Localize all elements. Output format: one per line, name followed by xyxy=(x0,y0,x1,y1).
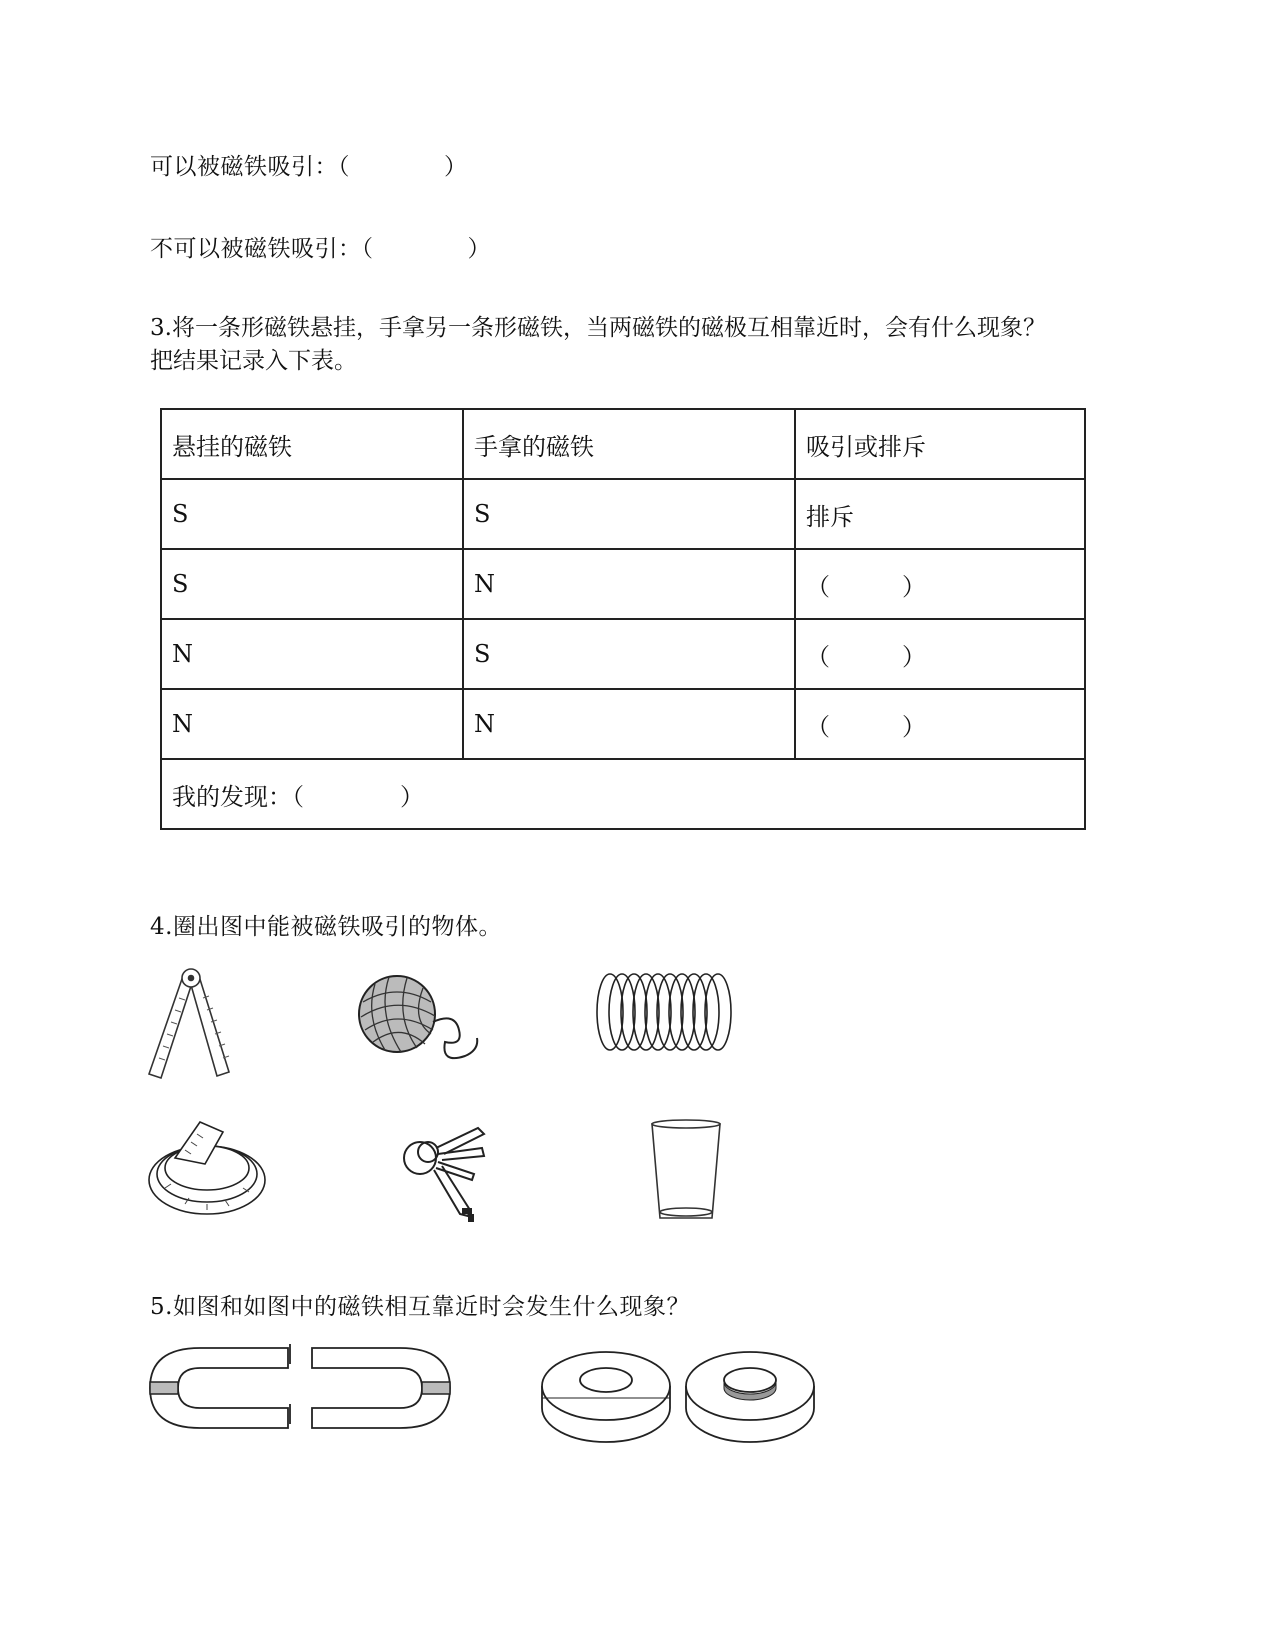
header-handheld-magnet: 手拿的磁铁 xyxy=(463,409,795,479)
q2-not-attract-line: 不可以被磁铁吸引：（ ） xyxy=(150,236,491,262)
u-magnets-icon[interactable] xyxy=(150,1342,450,1442)
answer-blank[interactable]: （ ） xyxy=(795,689,1085,759)
q3-question xyxy=(150,312,1130,378)
q3-line1: 3.将一条形磁铁悬挂，手拿另一条形磁铁，当两磁铁的磁极互相靠近时，会有什么现象？ xyxy=(150,315,1046,341)
tape-measure-icon[interactable] xyxy=(145,1118,275,1228)
answer-blank[interactable]: （ ） xyxy=(795,619,1085,689)
table-cell: S xyxy=(463,619,795,689)
table-header-row xyxy=(161,409,1085,479)
table-row xyxy=(161,549,1085,619)
table-row xyxy=(161,619,1085,689)
table-cell: N xyxy=(161,689,463,759)
my-finding[interactable]: 我的发现：（ ） xyxy=(161,759,1085,829)
table-cell: N xyxy=(463,689,795,759)
table-row xyxy=(161,479,1085,549)
table-cell: S xyxy=(161,549,463,619)
q3-line2: 把结果记录入下表。 xyxy=(150,348,357,374)
ring-magnets-icon[interactable] xyxy=(538,1346,828,1446)
yarn-ball-icon[interactable] xyxy=(355,972,495,1072)
finding-row xyxy=(161,759,1085,829)
q5-title: 5.如图和如图中的磁铁相互靠近时会发生什么现象？ xyxy=(150,1294,690,1320)
folding-ruler-icon[interactable] xyxy=(145,968,235,1083)
answer-blank[interactable]: （ ） xyxy=(795,549,1085,619)
glass-cup-icon[interactable] xyxy=(646,1118,726,1228)
q4-title: 4.圈出图中能被磁铁吸引的物体。 xyxy=(150,914,502,940)
table-cell: N xyxy=(463,549,795,619)
header-attract-or-repel: 吸引或排斥 xyxy=(795,409,1085,479)
table-cell: N xyxy=(161,619,463,689)
table-cell: S xyxy=(463,479,795,549)
magnet-result-table xyxy=(160,408,1086,830)
table-row xyxy=(161,689,1085,759)
q2-attract-line: 可以被磁铁吸引：（ ） xyxy=(150,154,468,180)
header-hanging-magnet: 悬挂的磁铁 xyxy=(161,409,463,479)
spring-icon[interactable] xyxy=(590,962,740,1062)
table-cell: 排斥 xyxy=(795,479,1085,549)
keys-icon[interactable] xyxy=(398,1118,508,1228)
table-cell: S xyxy=(161,479,463,549)
